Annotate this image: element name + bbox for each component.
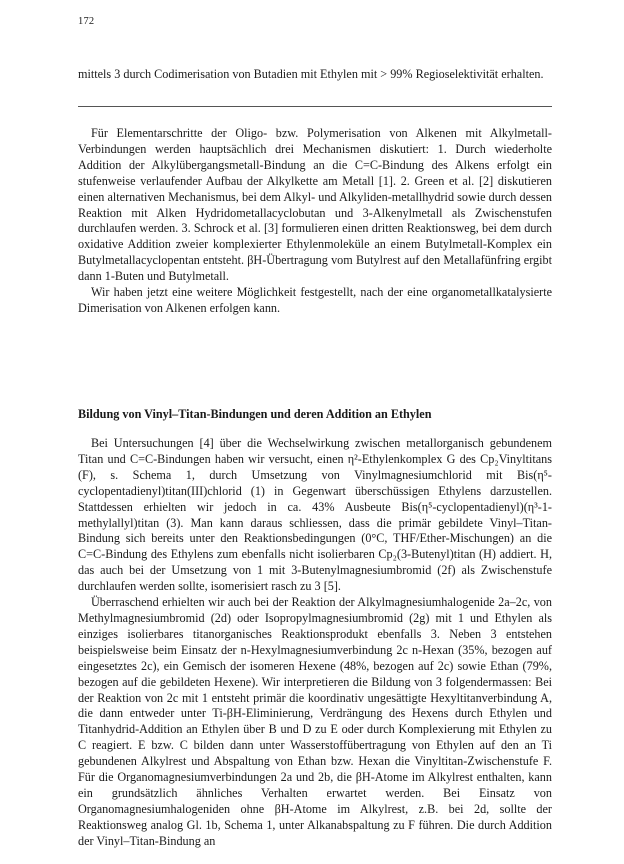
- section-heading: Bildung von Vinyl–Titan-Bindungen und deren Addition an Ethylen: [78, 407, 432, 421]
- continued-paragraph: [78, 67, 552, 83]
- paragraph-text: mittels 3 durch Codimerisation von Butadien mit Ethylen mit > 99% Regioselektivität erhalten.: [78, 67, 544, 81]
- page-number: 172: [78, 16, 95, 27]
- introduction-section: [78, 126, 552, 317]
- body-paragraph-2: Überraschend erhielten wir auch bei der Reaktion der Alkylmagnesiumhalogenide 2a–2c, von Methylmagnesiumbromid (2d) oder Isopropylmagnesiumbromid (2g) mit 1 und Ethylen als einziges isolierbares titanorganisches Reaktionsprodukt ebenfalls 3. Neben 3 entstehen beispielsweise beim Einsatz der n-Hexylmagnesiumverbindung 2c n-Hexan (35%, bezogen auf eingesetztes 2c), ein Gemisch der isomeren Hexene (48%, bezogen auf 2c) sowie Ethan (79%, bezogen auf die gebildeten Hexene). Wir interpretieren die Bildung von 3 folgendermassen: Bei der Reaktion von 2c mit 1 entsteht primär die koordinativ ungesättigte Hexyltitanverbindung A, die dann entweder unter Ti-βH-Eliminierung, Verdrängung des Hexens durch Ethylen und Titanhydrid-Addition an Ethylen über B und D zu E oder durch Komplexierung mit Ethylen zu C reagiert. E bzw. C bilden dann unter Wasserstoffübertragung von Ethylen auf den an Ti gebundenen Alkylrest und Abspaltung von Ethan bzw. Hexan die Vinyltitan-Zwischenstufe F. Für die Organomagnesiumverbindungen 2a und 2b, die βH-Atome im Alkylrest enthalten, kann ein grundsätzlich ähnliches Verhalten erwartet werden. Bei Einsatz von Organomagnesiumhalogeniden ohne βH-Atome im Alkylrest, z.B. bei 2d, sollte der Reaktionsweg analog Gl. 1b, Schema 1, unter Alkanabspaltung zu F führen. Die durch Addition der Vinyl–Titan-Bindung an: [78, 595, 552, 848]
- intro-paragraph-1: Für Elementarschritte der Oligo- bzw. Polymerisation von Alkenen mit Alkylmetall-Verbindungen werden hauptsächlich drei Mechanismen diskutiert: 1. Durch wiederholte Addition der Alkylübergangsmetall-Bindung an die C=C-Bindung des Alkens erfolgt ein stufenweise verlaufender Aufbau der Alkylkette am Metall [1]. 2. Green et al. [2] diskutieren einen alternativen Mechanismus, bei dem Alkyl- und Alkyliden-metallhydrid sowie durch dessen Reaktion mit Alken Hydridometallacyclobutan und 3-Alkenylmetall als Zwischenstufen durchlaufen werden. 3. Schrock et al. [3] formulieren einen dritten Reaktionsweg, bei dem durch oxidative Addition zweier komplexierter Ethylenmoleküle an einem Butylmetall-Komplex ein Butylmetallacyclopentan entsteht. βH-Übertragung vom Butylrest auf den Metallafünfring ergibt dann 1-Buten und Butylmetall.: [78, 126, 552, 284]
- section-divider: [78, 106, 552, 107]
- body-paragraph-1: Bei Untersuchungen [4] über die Wechselwirkung zwischen metallorganisch gebundenem Titan und C=C-Bindungen haben wir versucht, einen η²-Ethylenkomplex G des Cp₂Vinyltitans (F), s. Schema 1, durch Umsetzung von Vinylmagnesiumchlorid mit Bis(η⁵-cyclopentadienyl)titan(III)chlorid (1) in Gegenwart überschüssigen Ethylens darzustellen. Stattdessen erhielten wir jedoch in ca. 43% Ausbeute Bis(η⁵-cyclopentadienyl)(η³-1-methylallyl)titan (3). Man kann daraus schliessen, dass die primär gebildete Vinyl–Titan-Bindung sich bereits unter den Reaktionsbedingungen (0°C, THF/Ether-Mischungen) an die C=C-Bindung des Ethylens zum ebenfalls nicht isolierbaren Cp₂(3-Butenyl)titan (H) addiert. H, das auch bei der Umsetzung von 1 mit 3-Butenylmagnesiumbromid (2f) als Zwischenstufe durchlaufen werden sollte, isomerisiert rasch zu 3 [5].: [78, 436, 552, 594]
- body-section: [78, 436, 552, 850]
- intro-paragraph-2: Wir haben jetzt eine weitere Möglichkeit festgestellt, nach der eine organometallkatalysierte Dimerisation von Alkenen erfolgen kann.: [78, 285, 552, 315]
